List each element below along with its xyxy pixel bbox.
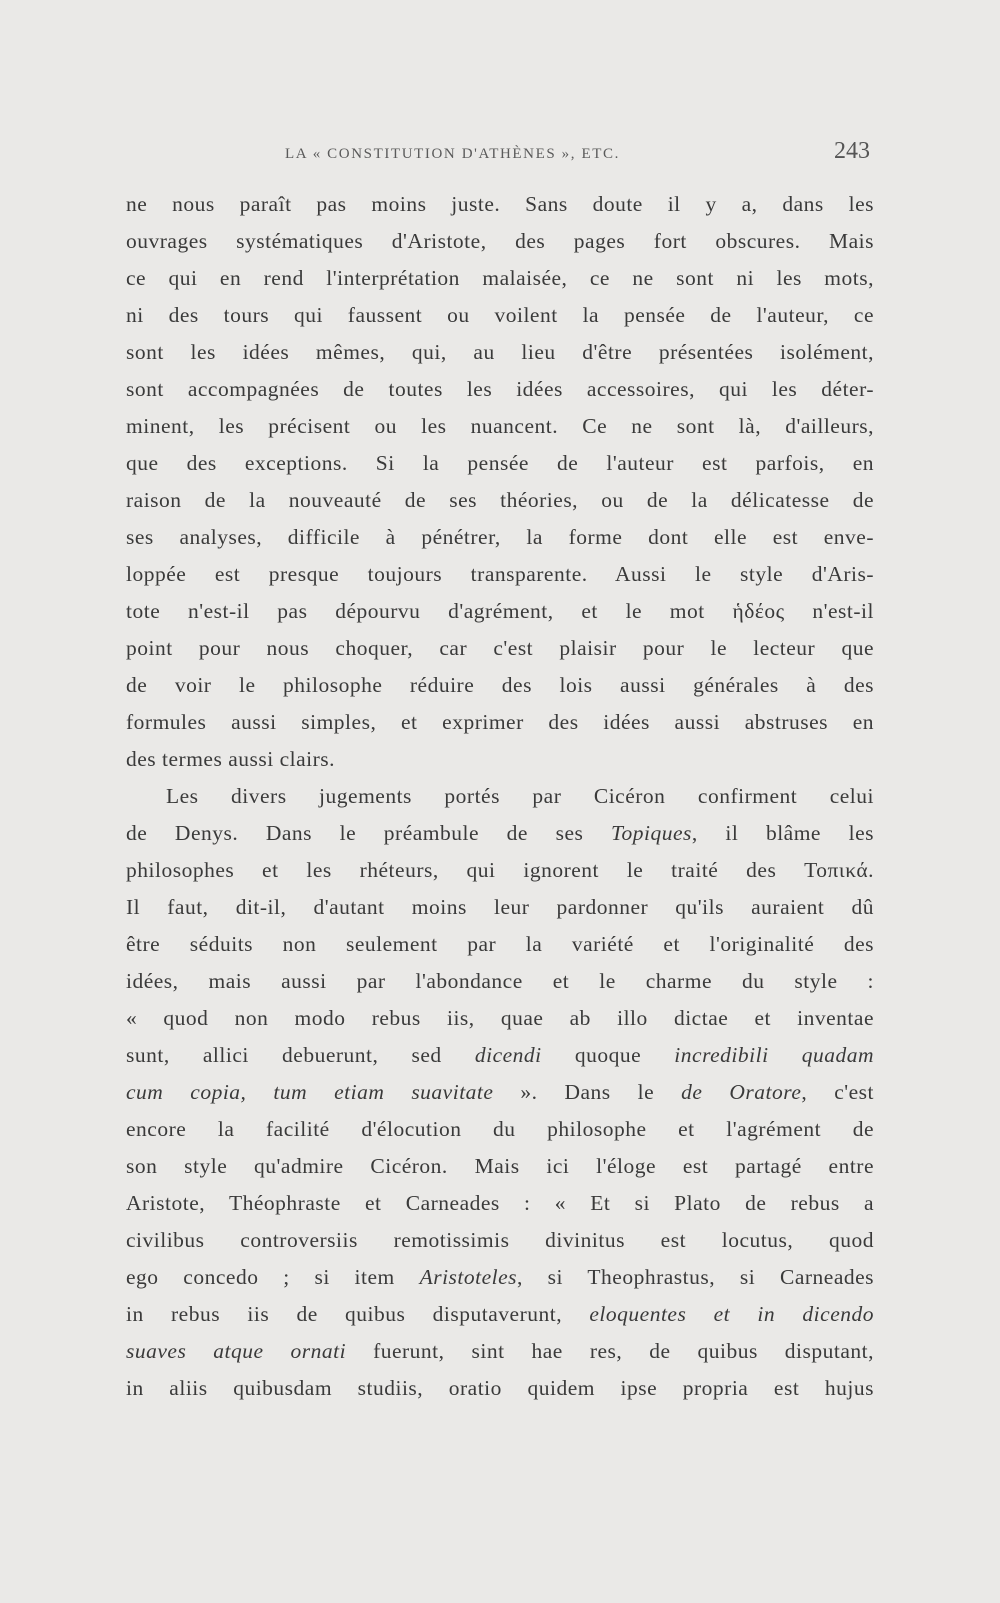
text-segment: in rebus iis de quibus disputaverunt, xyxy=(126,1302,563,1326)
text-line xyxy=(126,815,874,852)
text-line: minent, les précisent ou les nuancent. Ce ne sont là, d'ailleurs, xyxy=(126,414,874,438)
text-line xyxy=(126,1333,874,1370)
text-line: point pour nous choquer, car c'est plaisir pour le lecteur que xyxy=(126,636,874,660)
text-line xyxy=(126,1074,874,1111)
italic-title: de Oratore xyxy=(681,1080,802,1104)
text-segment: , il blâme les xyxy=(691,821,874,845)
text-segment: , si Theophrastus, si Carneades xyxy=(517,1265,874,1289)
text-line: « quod non modo rebus iis, quae ab illo dictae et inventae xyxy=(126,1006,874,1030)
text-line: tote n'est-il pas dépourvu d'agrément, et le mot ἡδέος n'est-il xyxy=(126,599,874,623)
page-number: 243 xyxy=(834,138,870,164)
italic-title: Topiques xyxy=(611,821,692,845)
text-segment: sunt, allici debuerunt, sed xyxy=(126,1043,442,1067)
text-line: formules aussi simples, et exprimer des idées aussi abstruses en xyxy=(126,710,874,734)
text-line xyxy=(126,1296,874,1333)
text-line: civilibus controversiis remotissimis divinitus est locutus, quod xyxy=(126,1228,874,1252)
text-line: loppée est presque toujours transparente. Aussi le style d'Aris- xyxy=(126,562,874,586)
text-line: ce qui en rend l'interprétation malaisée, ce ne sont ni les mots, xyxy=(126,266,874,290)
text-line: ne nous paraît pas moins juste. Sans doute il y a, dans les xyxy=(126,192,874,216)
running-head: LA « CONSTITUTION D'ATHÈNES », ETC. xyxy=(285,146,620,162)
text-segment: de Denys. Dans le préambule de ses xyxy=(126,821,584,845)
text-segment: ego concedo ; si item xyxy=(126,1265,395,1289)
text-line: raison de la nouveauté de ses théories, ou de la délicatesse de xyxy=(126,488,874,512)
italic-quote: eloquentes et in dicendo xyxy=(589,1302,874,1326)
text-line: de voir le philosophe réduire des lois aussi générales à des xyxy=(126,673,874,697)
text-line: ouvrages systématiques d'Aristote, des pages fort obscures. Mais xyxy=(126,229,874,253)
text-line xyxy=(126,1259,874,1296)
text-line: sont les idées mêmes, qui, au lieu d'être présentées isolément, xyxy=(126,340,874,364)
text-segment: quoque xyxy=(574,1043,642,1067)
page-header xyxy=(125,138,870,178)
italic-quote: suaves atque ornati xyxy=(126,1339,347,1363)
text-line: être séduits non seulement par la variété et l'originalité des xyxy=(126,932,874,956)
text-line: Aristote, Théophraste et Carneades : « Et si Plato de rebus a xyxy=(126,1191,874,1215)
paragraph-end-line: des termes aussi clairs. xyxy=(126,747,336,771)
italic-name: Aristoteles xyxy=(419,1265,518,1289)
body-text xyxy=(126,186,874,1407)
text-line: son style qu'admire Cicéron. Mais ici l'éloge est partagé entre xyxy=(126,1154,874,1178)
text-line: encore la facilité d'élocution du philosophe et l'agrément de xyxy=(126,1117,874,1141)
text-segment: , c'est xyxy=(801,1080,874,1104)
text-line: idées, mais aussi par l'abondance et le charme du style : xyxy=(126,969,874,993)
text-line: in aliis quibusdam studiis, oratio quidem ipse propria est hujus xyxy=(126,1376,874,1400)
italic-quote: cum copia, tum etiam suavitate xyxy=(126,1080,494,1104)
text-line: ses analyses, difficile à pénétrer, la forme dont elle est enve- xyxy=(126,525,874,549)
italic-quote: incredibili quadam xyxy=(674,1043,874,1067)
text-line: sont accompagnées de toutes les idées accessoires, qui les déter- xyxy=(126,377,874,401)
text-line: que des exceptions. Si la pensée de l'auteur est parfois, en xyxy=(126,451,874,475)
text-segment: ». Dans le xyxy=(520,1080,655,1104)
text-line: Il faut, dit-il, d'autant moins leur pardonner qu'ils auraient dû xyxy=(126,895,874,919)
text-line: ni des tours qui faussent ou voilent la pensée de l'auteur, ce xyxy=(126,303,874,327)
text-line xyxy=(126,1037,874,1074)
text-segment: fuerunt, sint hae res, de quibus disputant, xyxy=(373,1339,874,1363)
italic-quote: dicendi xyxy=(474,1043,542,1067)
paragraph-start-line: Les divers jugements portés par Cicéron confirment celui xyxy=(166,784,874,808)
text-line: philosophes et les rhéteurs, qui ignorent le traité des Τοπικά. xyxy=(126,858,874,882)
